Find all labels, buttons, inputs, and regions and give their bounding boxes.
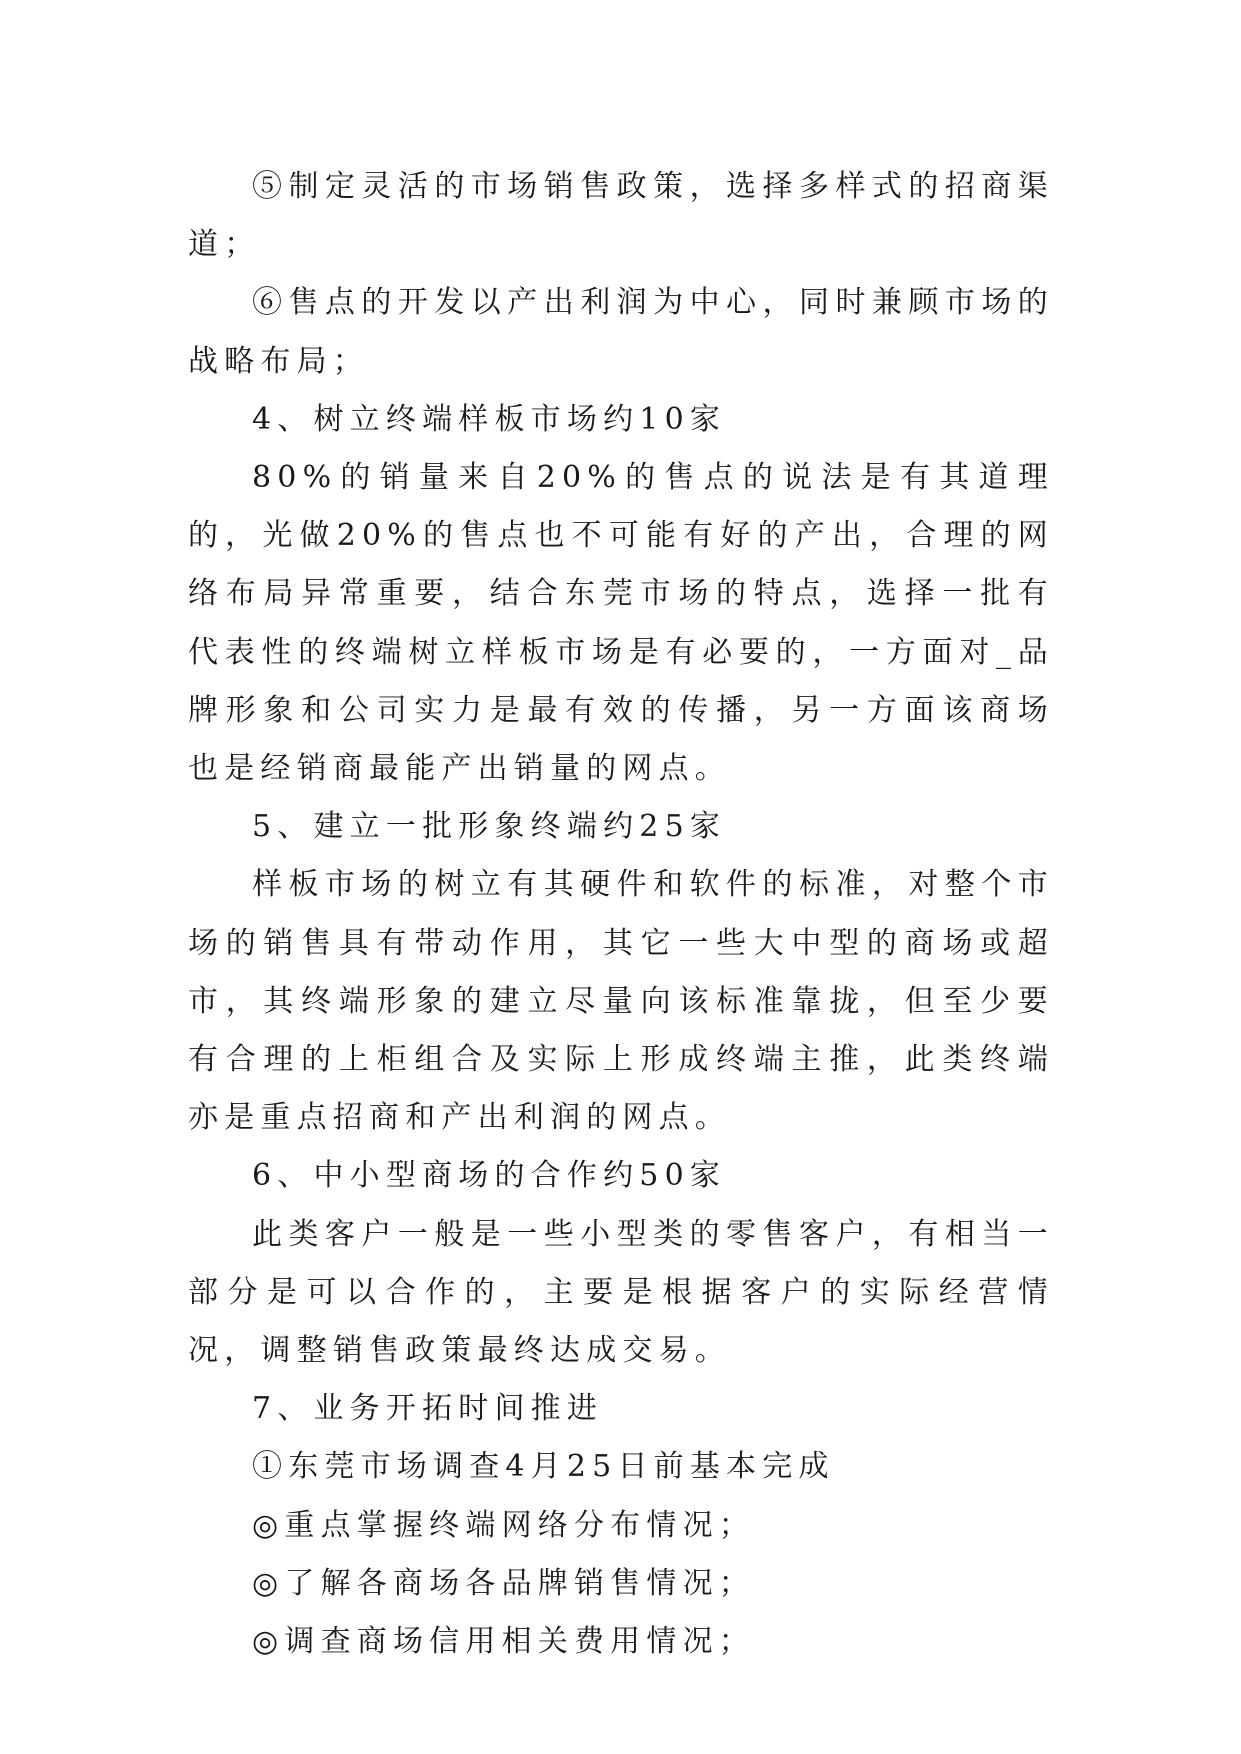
heading-schedule: 7、业务开拓时间推进 (252, 1391, 604, 1427)
heading-sample-market: 4、树立终端样板市场约10家 (252, 401, 727, 437)
paragraph-profit-center: ⑥售点的开发以产出利润为中心，同时兼顾市场的战略布局； (188, 285, 1054, 379)
paragraph-image-terminals: 样板市场的树立有其硬件和软件的标准，对整个市场的销售具有带动作用，其它一些大中型的商场或超市，其终端形象的建立尽量向该标准靠拢，但至少要有合理的上柜组合及实际上形成终端主推，此类终端亦是重点招商和产出利润的网点。 (188, 867, 1054, 1136)
heading-image-terminals: 5、建立一批形象终端约25家 (252, 809, 727, 845)
list-item-network: ◎重点掌握终端网络分布情况； (252, 1507, 755, 1543)
list-item-brand-sales: ◎了解各商场各品牌销售情况； (252, 1565, 755, 1601)
list-item-survey: ①东莞市场调查4月25日前基本完成 (252, 1449, 835, 1485)
list-item-credit-fees: ◎调查商场信用相关费用情况； (252, 1624, 755, 1660)
document-body (188, 158, 1054, 1671)
paragraph-sample-market: 80%的销量来自20%的售点的说法是有其道理的，光做20%的售点也不可能有好的产出，合理的网络布局异常重要，结合东莞市场的特点，选择一批有代表性的终端树立样板市场是有必要的，一方面对_品牌形象和公司实力是最有效的传播，另一方面该商场也是经销商最能产出销量的网点。 (188, 460, 1054, 787)
heading-small-malls: 6、中小型商场的合作约50家 (252, 1158, 727, 1194)
paragraph-policy: ⑤制定灵活的市场销售政策，选择多样式的招商渠道； (188, 169, 1054, 263)
paragraph-small-malls: 此类客户一般是一些小型类的零售客户，有相当一部分是可以合作的，主要是根据客户的实际经营情况，调整销售政策最终达成交易。 (188, 1216, 1054, 1369)
